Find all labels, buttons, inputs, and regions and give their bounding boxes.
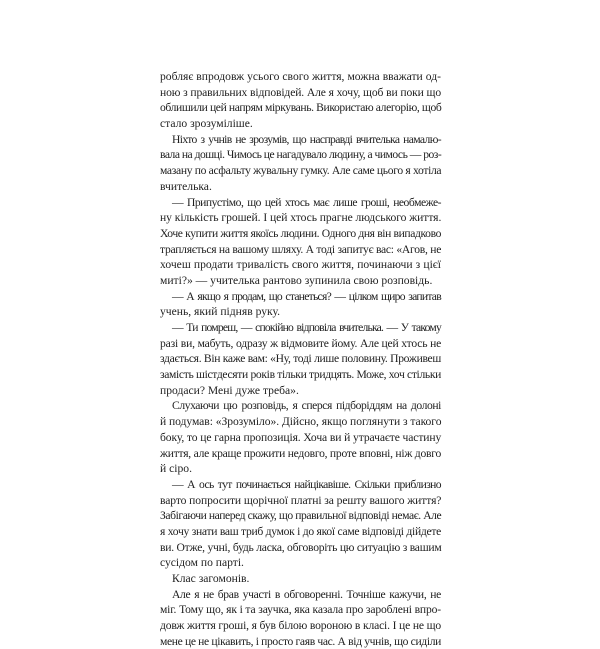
text-line: життя, але краще прожити недовго, проте вповні, ніж довго (160, 446, 441, 460)
text-line: — Припустімо, що цей хтось має лише гроші, необмеже- (172, 195, 441, 209)
text-line: облишили цей напрям міркувань. Використаю алегорію, щоб (160, 101, 442, 115)
text-line: учень, який підняв руку. (160, 305, 281, 319)
text-line: мене це не цікавить, і просто гаяв час. А від учнів, що сиділи (160, 634, 441, 648)
text-line: замість шістдесяти років тільки тридцять. Може, хоч стільки (160, 368, 441, 382)
text-line: Забігаючи наперед скажу, що правильної відповіді немає. Але (160, 509, 442, 523)
text-line: Але я не брав участі в обговоренні. Точніше кажучи, не (172, 587, 441, 601)
text-line: боку, то це гарна пропозиція. Хоча ви й утрачаєте частину (160, 430, 442, 444)
text-line: ви. Отже, учні, будь ласка, обговоріть цю ситуацію з вашим (160, 540, 442, 554)
text-line: й подумав: «Зрозуміло». Дійсно, якщо поглянути з такого (160, 415, 442, 429)
text-line: хочеш продати тривалість свого життя, починаючи з цієї (160, 258, 441, 272)
text-line: сусідом по парті. (160, 556, 244, 570)
text-line: миті?» — учителька рантово зупинила свою розповідь. (160, 273, 433, 287)
text-line: — А якщо я продам, що станеться? — цілком щиро запитав (172, 289, 441, 303)
text-line: довж життя гроші, я був білою вороною в класі. І це не що (160, 619, 442, 633)
text-line: — А ось тут починається найцікавіше. Скільки приблизно (172, 477, 441, 491)
text-line: продаси? Мені дуже треба». (160, 383, 299, 397)
text-line: й сіро. (160, 462, 192, 476)
text-line: — Ти помреш, — спокійно відповіла вчителька. — У такому (172, 321, 441, 334)
text-line: я хочу знати ваш триб думок і до якої саме відповіді дійдете (160, 524, 441, 538)
text-line: робляє впродовж усього свого життя, можна вважати од- (160, 70, 441, 83)
text-line: трапляється на вашому шляху. А тоді запитує вас: «Агов, не (160, 242, 442, 256)
text-line: здається. Він каже вам: «Ну, тоді лише половину. Проживеш (160, 352, 441, 366)
text-line: Хоче купити життя якоїсь людини. Одного дня він випадково (160, 226, 441, 240)
text-line: Клас загомонів. (172, 572, 250, 585)
text-line: вала на дошці. Чимось це нагадувало людину, а чимось — роз- (160, 148, 442, 162)
text-line: Слухаючи цю розповідь, я сперся підборіддям на долоні (172, 399, 441, 413)
text-line: варто попросити щорічної платні за решту вашого життя? (160, 493, 442, 507)
text-line: вчителька. (160, 179, 212, 193)
text-line: міг. Тому що, як і та заучка, яка казала про зароблені впро- (160, 603, 441, 617)
text-line: ною з правильних відповідей. Але я хочу, щоб ви поки що (160, 85, 441, 99)
text-line: разі ви, мабуть, одразу ж відмовите йому. Але цей хтось не (160, 336, 442, 350)
text-line: ну кількість грошей. І цей хтось прагне людського життя. (160, 211, 442, 225)
body-text (160, 69, 441, 649)
text-line: мазану по асфальту жувальну гумку. Але саме цього я хотіла (160, 164, 442, 178)
text-line: Ніхто з учнів не зрозумів, що насправді вчителька намалю- (172, 132, 441, 146)
text-line: стало зрозуміліше. (160, 117, 253, 131)
